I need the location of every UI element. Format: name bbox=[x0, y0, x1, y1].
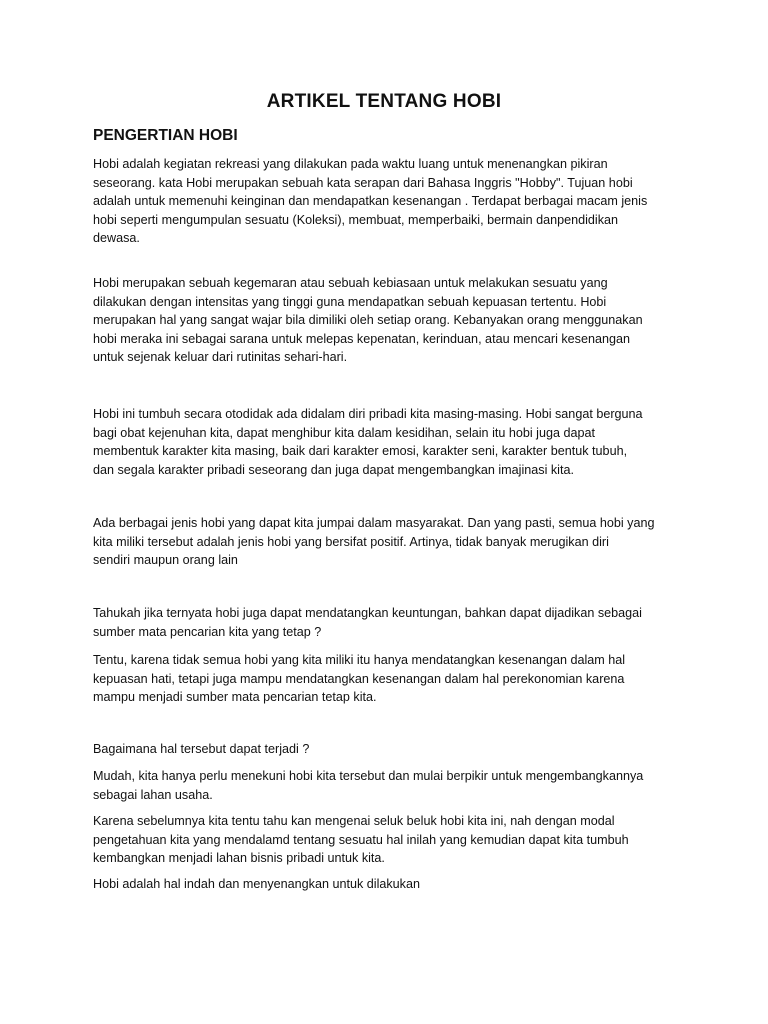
paragraph-7: Bagaimana hal tersebut dapat terjadi ? bbox=[93, 742, 310, 756]
paragraph-9: Karena sebelumnya kita tentu tahu kan mengenai seluk beluk hobi kita ini, nah dengan modal pengetahuan kita yang mendalamd tentang sesuatu hal inilah yang kemudian dapat kita tumbuh kembangkan menjadi lahan bisnis pribadi untuk kita. bbox=[93, 814, 629, 865]
paragraph-5: Tahukah jika ternyata hobi juga dapat mendatangkan keuntungan, bahkan dapat dijadikan sebagai sumber mata pencarian kita yang tetap ? bbox=[93, 606, 642, 639]
document-title: ARTIKEL TENTANG HOBI bbox=[266, 91, 502, 112]
paragraph-10: Hobi adalah hal indah dan menyenangkan untuk dilakukan bbox=[93, 877, 420, 891]
paragraph-4: Ada berbagai jenis hobi yang dapat kita jumpai dalam masyarakat. Dan yang pasti, semua hobi yang kita miliki tersebut adalah jenis hobi yang bersifat positif. Artinya, tidak banyak merugikan diri sendiri maupun orang lain bbox=[93, 516, 655, 567]
paragraph-6: Tentu, karena tidak semua hobi yang kita miliki itu hanya mendatangkan kesenangan dalam hal kepuasan hati, tetapi juga mampu mendatangkan kesenangan dalam hal perekonomian karena mampu menjadi sumber mata pencarian tetap kita. bbox=[93, 653, 626, 704]
paragraph-3: Hobi ini tumbuh secara otodidak ada didalam diri pribadi kita masing-masing. Hobi sangat berguna bagi obat kejenuhan kita, dapat menghibur kita dalam kesidihan, selain itu hobi juga dapat membentuk karakter kita masing, baik dari karakter emosi, karakter seni, karakter bentuk tubuh, dan segala karakter pribadi seseorang dan juga dapat mengembangkan imajinasi kita. bbox=[93, 407, 643, 477]
paragraph-8: Mudah, kita hanya perlu menekuni hobi kita tersebut dan mulai berpikir untuk mengembangkannya sebagai lahan usaha. bbox=[93, 769, 644, 802]
paragraph-1: Hobi adalah kegiatan rekreasi yang dilakukan pada waktu luang untuk menenangkan pikiran seseorang. kata Hobi merupakan sebuah kata serapan dari Bahasa Inggris "Hobby". Tujuan hobi adalah untuk memenuhi keinginan dan mendapatkan kesenangan . Terdapat berbagai macam jenis hobi seperti mengumpulan sesuatu (Koleksi), membuat, memperbaiki, bermain danpendidikan dewasa. bbox=[93, 157, 648, 245]
paragraph-2: Hobi merupakan sebuah kegemaran atau sebuah kebiasaan untuk melakukan sesuatu yang dilakukan dengan intensitas yang tinggi guna mendapatkan sebuah kepuasan tertentu. Hobi merupakan hal yang sangat wajar bila dimiliki oleh setiap orang. Kebanyakan orang menggunakan hobi meraka ini sebagai sarana untuk melepas kepenatan, kerinduan, atau mencari kesenangan untuk sejenak keluar dari rutinitas sehari-hari. bbox=[93, 276, 643, 364]
section-heading: PENGERTIAN HOBI bbox=[93, 127, 238, 144]
